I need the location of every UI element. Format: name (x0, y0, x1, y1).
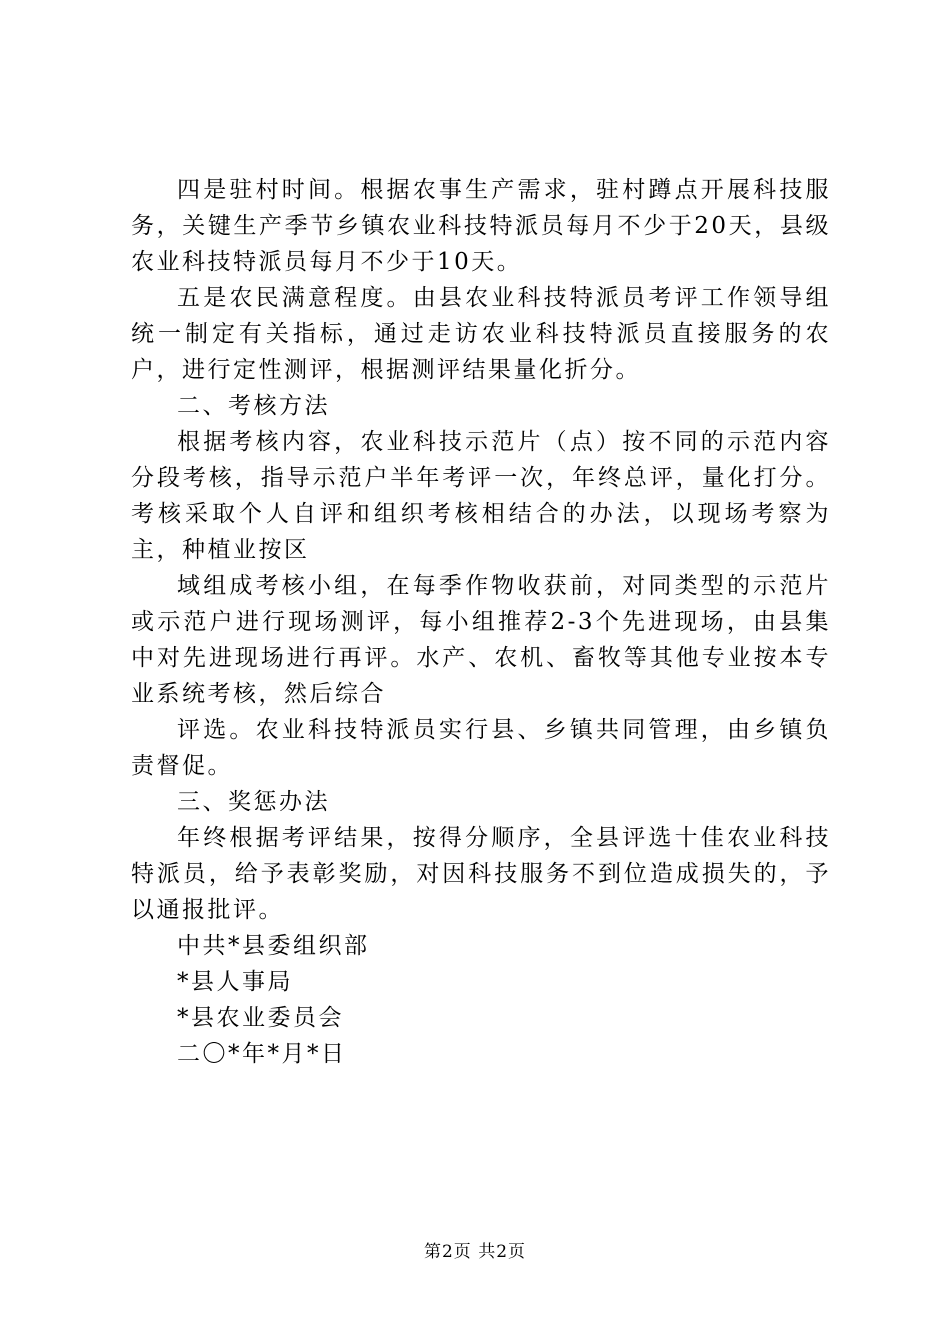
document-body (131, 172, 831, 1072)
paragraph-assessment-method: 根据考核内容，农业科技示范片（点）按不同的示范内容分段考核，指导示范户半年考评一次，年终总评，量化打分。考核采取个人自评和组织考核相结合的办法，以现场考察为主，种植业按区 (131, 429, 831, 563)
page-number-footer: 第2页 共2页 (423, 1242, 527, 1262)
paragraph-management: 评选。农业科技特派员实行县、乡镇共同管理，由乡镇负责督促。 (131, 717, 831, 779)
section-heading-assessment-method: 二、考核方法 (177, 393, 330, 419)
paragraph-rewards-penalties: 年终根据考评结果，按得分顺序，全县评选十佳农业科技特派员，给予表彰奖励，对因科技服务不到位造成损失的，予以通报批评。 (131, 825, 831, 923)
signature-personnel-bureau: *县人事局 (177, 969, 293, 995)
paragraph-assessment-groups: 域组成考核小组，在每季作物收获前，对同类型的示范片或示范户进行现场测评，每小组推荐2-3个先进现场，由县集中对先进现场进行再评。水产、农机、畜牧等其他专业按本专业系统考核，然后综合 (131, 573, 831, 707)
paragraph-farmer-satisfaction: 五是农民满意程度。由县农业科技特派员考评工作领导组统一制定有关指标，通过走访农业科技特派员直接服务的农户，进行定性测评，根据测评结果量化折分。 (131, 285, 831, 383)
signature-date: 二〇*年*月*日 (177, 1041, 347, 1067)
signature-agriculture-committee: *县农业委员会 (177, 1005, 344, 1031)
paragraph-residence-time: 四是驻村时间。根据农事生产需求，驻村蹲点开展科技服务，关键生产季节乡镇农业科技特派员每月不少于20天，县级农业科技特派员每月不少于10天。 (131, 177, 831, 275)
signature-organization-department: 中共*县委组织部 (177, 933, 370, 959)
section-heading-rewards-penalties: 三、奖惩办法 (177, 789, 330, 815)
